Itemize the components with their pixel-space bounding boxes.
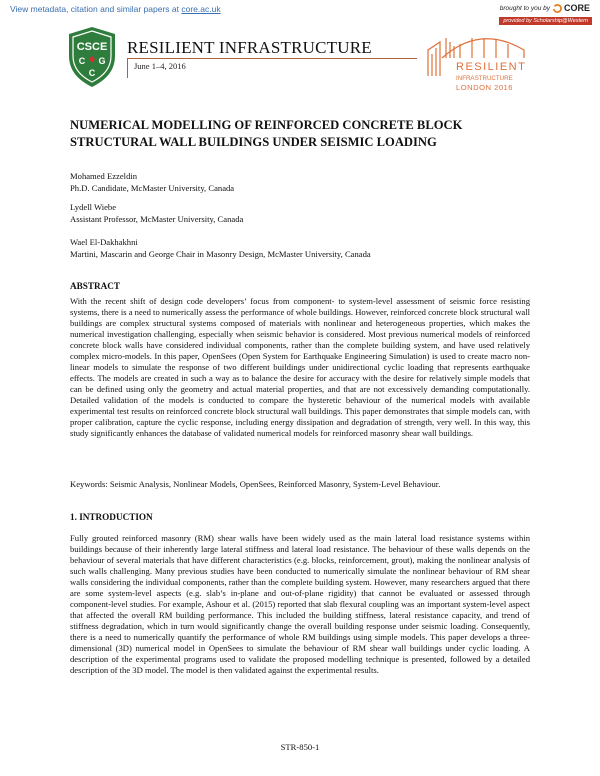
conference-title: RESILIENT INFRASTRUCTURE [127,38,372,57]
conference-rule [127,58,417,59]
core-icon [553,4,562,13]
abstract-text: With the recent shift of design code developers’ focus from component- to system-level assessment of seismic force resisting systems, there is a need to numerically assess the performance of whole buildings. However, reinforced concrete block structural wall buildings are complex structural systems composed of materials with nonlinear and heterogeneous properties, which makes the numerical investigation challenging, especially when seismic behavior is considered. Most previous numerical models of reinforced concrete block walls have considered individual components, rather than the complete building system, and have used relatively complex micro-models. In this paper, OpenSees (Open System for Earthquake Engineering Simulation) is used to create macro non-linear models to simulate the response of two different buildings under unidirectional cyclic loading that represents earthquake effects. The models are created in such a way as to balance the desire for accuracy with the desire for relatively simple models that can be defined using only the geometry and actual material properties, and that are not excessively demanding computationally. Detailed validation of the models is conducted to compare the hysteretic behaviour of the numerical models with available experimental test results on reinforced concrete block structural wall buildings. This paper demonstrates that simple models can, with proper calibration, capture the cyclic response, including energy dissipation and degradation of strength, very well. In this way, this study significantly enhances the database of validated numerical models for reinforced masonry shear wall buildings. [70,296,530,438]
author-block [70,202,243,225]
core-metadata-link[interactable] [10,4,221,14]
core-link-text: View metadata, citation and similar papers at [10,4,179,14]
conference-vrule [127,58,128,78]
core-logo[interactable] [553,3,590,13]
abstract-heading: ABSTRACT [70,281,121,291]
brought-text: brought to you by [499,4,550,12]
core-link-site[interactable]: core.ac.uk [181,4,221,14]
csce-logo-text-1: CSCE [76,41,108,53]
ri-logo-line1: RESILIENT [456,61,527,73]
csce-logo-text-2: C [78,56,86,66]
author-name: Lydell Wiebe [70,202,117,212]
intro-text: Fully grouted reinforced masonry (RM) shear walls have been widely used as the main lateral load resistance systems within buildings because of their inherently large lateral stiffness and lateral load resistance. The behaviour of these walls depends on the behaviour of several materials that have different characteristics (e.g. blocks, reinforcement, grout), making the nonlinear analysis of such walls challenging. Many previous studies have been conducted to numerically simulate the nonlinear behaviour of RM shear walls considering the individual components, rather than the complete building system. However, many researchers argued that there are some system-level aspects (e.g. slab’s in-plane and out-of-plane rigidity) that cannot be evaluated or assessed through component-level studies. For example, Ashour et al. (2015) reported that slab flexural coupling was an important system-level aspect that affected the overall RM building performance. This included the building stiffness, lateral resistance capacity, and trend of stiffness degradation, which in turn would significantly change the overall building response under seismic loading. Consequently, there is a need to numerically quantify the performance of whole RM buildings using simple models. This paper develops a three-dimensional (3D) numerical model in OpenSees to simulate the behaviour of RM shear wall buildings under cyclic loading. A description of the experimental programs used to validate the proposed modelling technique is presented, followed by a detailed description of the 3D model. The model is then validated against the experimental results. [70,533,530,675]
author-block [70,237,371,260]
page-footer: STR-850-1 [280,742,320,752]
author-affiliation: Martini, Mascarin and George Chair in Masonry Design, McMaster University, Canada [70,248,371,259]
csce-logo-text-3: G [98,56,106,66]
conference-dates: June 1–4, 2016 [134,61,186,71]
csce-logo-text-4: C [88,68,96,78]
ri-logo-line3: LONDON 2016 [456,83,513,92]
author-affiliation: Assistant Professor, McMaster University, Canada [70,213,244,224]
author-affiliation: Ph.D. Candidate, McMaster University, Canada [70,182,235,193]
ri-logo-line2: INFRASTRUCTURE [456,75,513,82]
core-banner [0,0,600,24]
brought-by[interactable] [500,3,590,13]
paper-title-line2: STRUCTURAL WALL BUILDINGS UNDER SEISMIC LOADING [70,135,437,149]
csce-logo [66,26,118,88]
intro-heading: 1. INTRODUCTION [70,512,153,522]
provided-by-badge[interactable]: provided by Scholarship@Western [499,17,592,25]
author-name: Wael El-Dakhakhni [70,237,138,247]
paper-title-line1: NUMERICAL MODELLING OF REINFORCED CONCRETE BLOCK [70,118,463,132]
author-block [70,171,234,194]
resilient-infrastructure-logo [420,28,538,98]
keywords: Keywords: Seismic Analysis, Nonlinear Models, OpenSees, Reinforced Masonry, System-Level Behaviour. [70,479,441,489]
core-name: CORE [563,3,590,13]
paper-title [70,117,540,151]
author-name: Mohamed Ezzeldin [70,171,138,181]
